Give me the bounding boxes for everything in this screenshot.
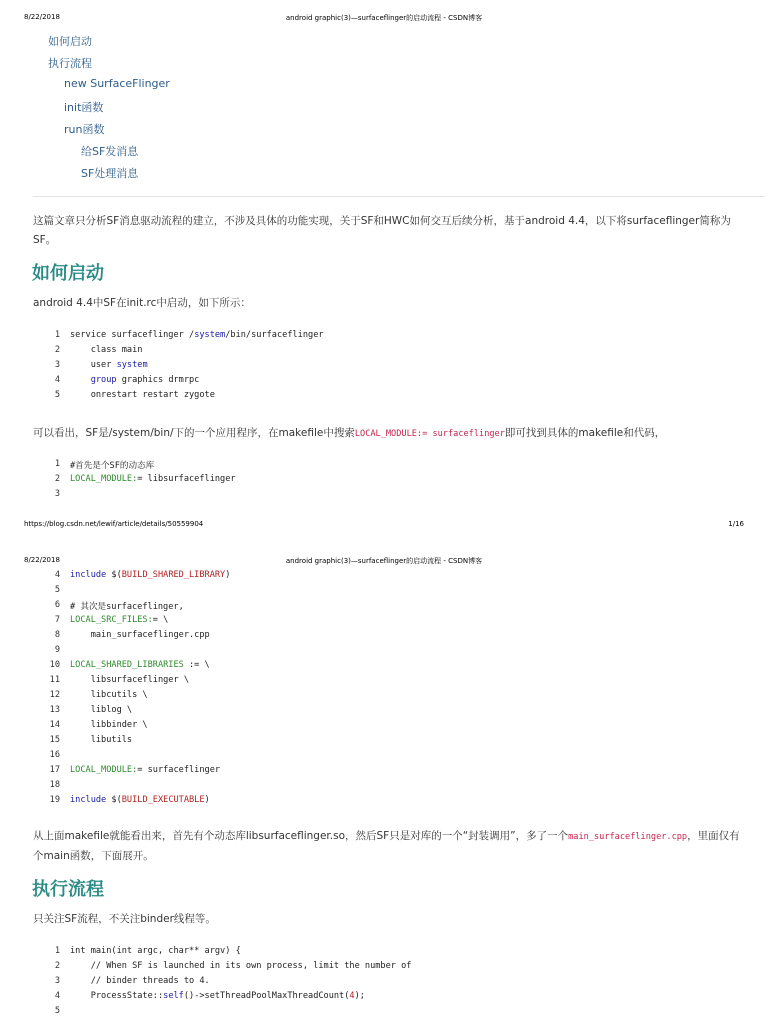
line-number: 19 xyxy=(49,795,60,805)
code-line: 13 liblog \ xyxy=(0,705,768,720)
header-title: android graphic(3)—surfaceflinger的启动流程 - CSDN博客 xyxy=(285,557,483,565)
code-line xyxy=(0,780,768,795)
page-header xyxy=(0,13,768,27)
code-line: 12 libcutils \ xyxy=(0,690,768,705)
line-number: 1 xyxy=(54,459,60,469)
toc-item-flow[interactable]: 执行流程 xyxy=(48,57,92,70)
line-number: 2 xyxy=(54,474,60,484)
code-line: 2 class main xyxy=(0,345,768,360)
page-header xyxy=(0,556,768,570)
code-line xyxy=(0,750,768,765)
line-number: 18 xyxy=(49,780,60,790)
intro-paragraph: 这篇文章只分析SF消息驱动流程的建立，不涉及具体的功能实现，关于SF和HWC如何交互后续分析，基于android 4.4，以下将surfaceflinger简称为SF。 xyxy=(33,215,731,246)
line-number: 16 xyxy=(49,750,60,760)
code-line: 2 // When SF is launched in its own process, limit the number of xyxy=(0,961,768,976)
toc-item-init[interactable]: init函数 xyxy=(64,101,104,114)
line-number: 3 xyxy=(54,360,60,370)
line-number: 5 xyxy=(54,1006,60,1016)
code-line: 4 group graphics drmrpc xyxy=(0,375,768,390)
mid-paragraph: 可以看出，SF是/system/bin/下的一个应用程序，在makefile中搜索LOCAL_MODULE:= surfaceflinger即可找到具体的makefile和代码， xyxy=(33,427,666,439)
code-line: 1 service surfaceflinger /system/bin/surfaceflinger xyxy=(0,330,768,345)
code-line: 2 LOCAL_MODULE:= libsurfaceflinger xyxy=(0,474,768,489)
code-line: 14 libbinder \ xyxy=(0,720,768,735)
line-number: 4 xyxy=(54,570,60,580)
line-number: 12 xyxy=(49,690,60,700)
toc-item-send-message[interactable]: 给SF发消息 xyxy=(81,145,139,158)
line-number: 8 xyxy=(54,630,60,640)
heading-start: 如何启动 xyxy=(32,263,104,284)
code-line: 4 include $(BUILD_SHARED_LIBRARY) xyxy=(0,570,768,585)
code-line xyxy=(0,1006,768,1021)
code-line: 3 user system xyxy=(0,360,768,375)
line-number: 10 xyxy=(49,660,60,670)
line-number: 1 xyxy=(54,330,60,340)
code-line: 1 int main(int argc, char** argv) { xyxy=(0,946,768,961)
line-number: 4 xyxy=(54,375,60,385)
line-number: 5 xyxy=(54,390,60,400)
line-number: 6 xyxy=(54,600,60,610)
code-line: 8 main_surfaceflinger.cpp xyxy=(0,630,768,645)
code-line xyxy=(0,585,768,600)
line-number: 3 xyxy=(54,976,60,986)
code-line: 15 libutils xyxy=(0,735,768,750)
line-number: 2 xyxy=(54,961,60,971)
code-line: 3 // binder threads to 4. xyxy=(0,976,768,991)
inline-code: main_surfaceflinger.cpp xyxy=(568,832,688,842)
inline-code: LOCAL_MODULE:= surfaceflinger xyxy=(354,429,505,439)
line-number: 1 xyxy=(54,946,60,956)
toc-item-handle-message[interactable]: SF处理消息 xyxy=(81,167,139,180)
code-line: 1 #首先是个SF的动态库 xyxy=(0,459,768,474)
line-number: 14 xyxy=(49,720,60,730)
line-number: 2 xyxy=(54,345,60,355)
toc-item-start[interactable]: 如何启动 xyxy=(48,35,92,48)
line-number: 17 xyxy=(49,765,60,775)
code-line: 19 include $(BUILD_EXECUTABLE) xyxy=(0,795,768,810)
header-date: 8/22/2018 xyxy=(24,556,60,564)
code-line: 7 LOCAL_SRC_FILES:= \ xyxy=(0,615,768,630)
code-line: 4 ProcessState::self()->setThreadPoolMaxThreadCount(4); xyxy=(0,991,768,1006)
header-title: android graphic(3)—surfaceflinger的启动流程 - CSDN博客 xyxy=(285,14,483,22)
exec-paragraph: 只关注SF流程，不关注binder线程等。 xyxy=(33,913,216,925)
line-number: 7 xyxy=(54,615,60,625)
line-number: 3 xyxy=(54,489,60,499)
page-footer xyxy=(0,520,768,532)
code-line: 6 # 其次是surfaceflinger, xyxy=(0,600,768,615)
makefile-paragraph: 从上面makefile就能看出来，首先有个动态库libsurfaceflinger.so，然后SF只是对库的一个“封装调用”，多了一个main_surfaceflinger.cpp，里面仅有个main函数，下面展开。 xyxy=(33,830,740,862)
code-line: 11 libsurfaceflinger \ xyxy=(0,675,768,690)
divider xyxy=(33,196,765,197)
line-number: 15 xyxy=(49,735,60,745)
heading-exec: 执行流程 xyxy=(32,879,104,900)
header-date: 8/22/2018 xyxy=(24,13,60,21)
code-line xyxy=(0,645,768,660)
line-number: 11 xyxy=(49,675,60,685)
toc-item-run[interactable]: run函数 xyxy=(64,123,105,136)
footer-page-number: 1/16 xyxy=(728,520,744,528)
footer-url[interactable]: https://blog.csdn.net/lewif/article/details/50559904 xyxy=(24,520,204,528)
code-line xyxy=(0,489,768,504)
line-number: 13 xyxy=(49,705,60,715)
start-paragraph: android 4.4中SF在init.rc中启动，如下所示： xyxy=(33,297,251,309)
code-line: 10 LOCAL_SHARED_LIBRARIES := \ xyxy=(0,660,768,675)
line-number: 5 xyxy=(54,585,60,595)
toc-item-new-surfaceflinger[interactable]: new SurfaceFlinger xyxy=(64,77,170,90)
line-number: 4 xyxy=(54,991,60,1001)
code-line: 5 onrestart restart zygote xyxy=(0,390,768,405)
code-line: 17 LOCAL_MODULE:= surfaceflinger xyxy=(0,765,768,780)
line-number: 9 xyxy=(54,645,60,655)
